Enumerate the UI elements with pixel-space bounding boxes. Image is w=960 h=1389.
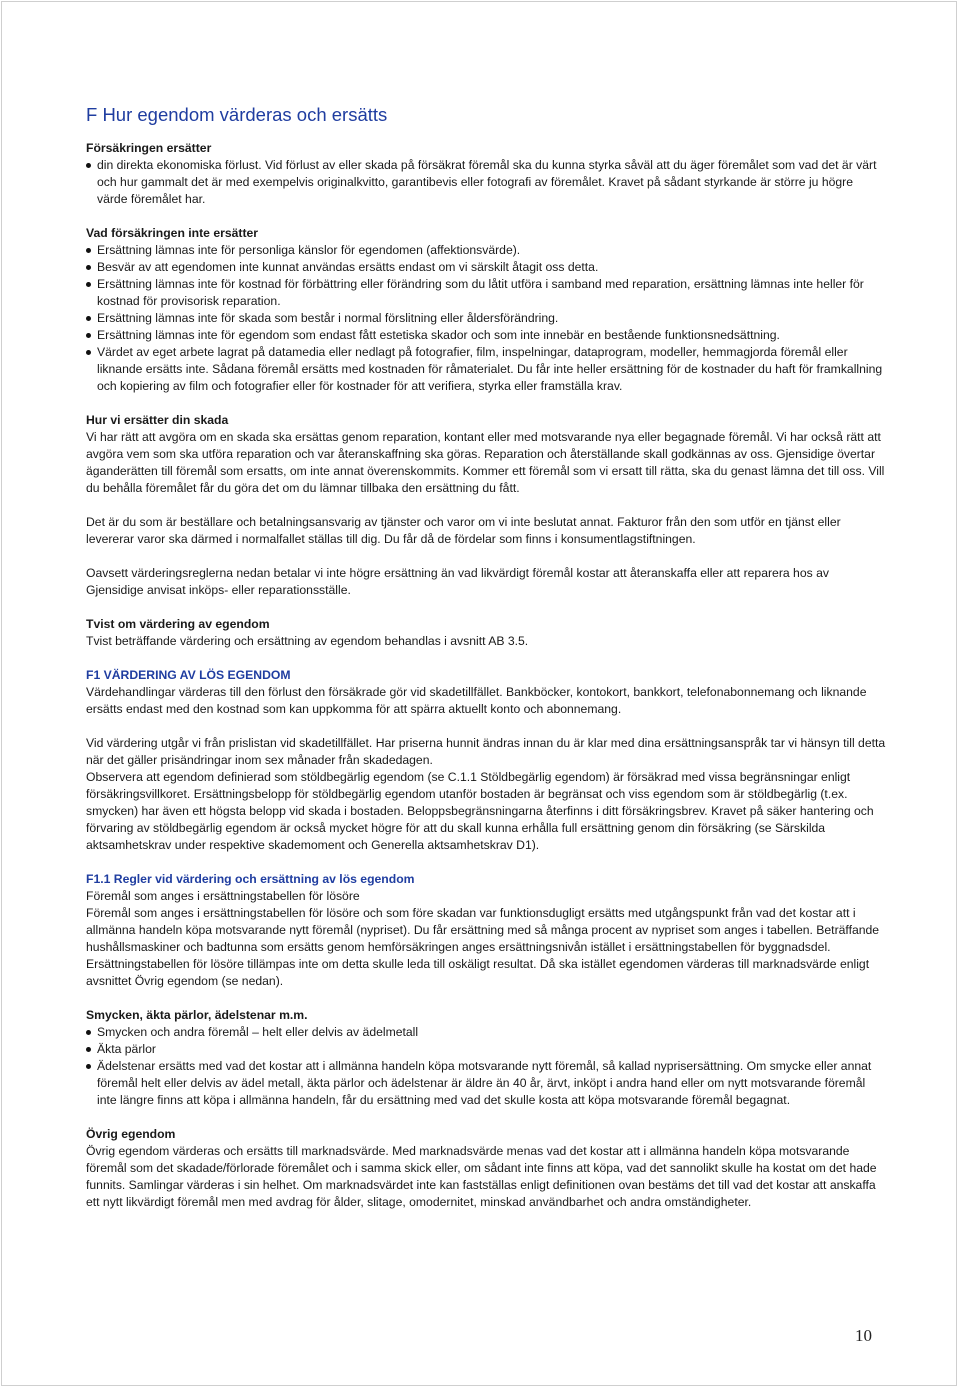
section-heading-inte-ersatter: Vad försäkringen inte ersätter [86, 226, 259, 240]
list-item: Ersättning lämnas inte för personliga känslor för egendomen (affektionsvärde). [86, 242, 886, 259]
list-item: Ädelstenar ersätts med vad det kostar att i allmänna handeln köpa motsvarande nytt föremål, så kallad nyprisersättning. Om smycke eller annat föremål helt eller delvis av ädel metall, äkta pärlor och ädelstenar är äldre än 40 år, ärvt, inköpt i andra hand eller om nytt motsvarande föremål inte längre finns att köpa i allmänna handeln, får du ersättning med vad det skulle kosta att köpa motsvarande föremål begagnat. [86, 1058, 886, 1109]
paragraph: Det är du som är beställare och betalningsansvarig av tjänster och varor om vi inte beslutat annat. Fakturor från den som utför en tjänst eller levererar varor ska därmed i normalfallet ställas till dig. Du får då de fördelar som finns i konsumentlagstiftningen. [86, 515, 841, 546]
list-item: Äkta pärlor [86, 1041, 886, 1058]
paragraph: Värdehandlingar värderas till den förlust den försäkrade gör vid skadetillfället. Bankböcker, kontokort, bankkort, telefonabonnemang och liknande ersätts endast med den kostnad som kan uppkomma för att spärra aktuellt konto och abonnemang. [86, 685, 867, 716]
section-heading-ovrig-egendom: Övrig egendom [86, 1127, 176, 1141]
list-item: Värdet av eget arbete lagrat på datamedia eller nedlagt på fotografier, film, inspelningar, dataprogram, modeller, hemmagjorda föremål eller liknande ersätts inte. Sådana föremål ersätts med kostnaden för råmaterialet. Du får inte heller ersättning för de kostnader du haft för framkallning och kopiering av film och fotografier eller för kostnader för att verifiera, styrka eller framställa krav. [86, 344, 886, 395]
paragraph: Oavsett värderingsreglerna nedan betalar vi inte högre ersättning än vad likvärdigt föremål kostar att återanskaffa eller att reparera hos av Gjensidige anvisat inköps- eller reparationsställe. [86, 566, 829, 597]
section-heading-smycken: Smycken, äkta pärlor, ädelstenar m.m. [86, 1008, 308, 1022]
paragraph: Föremål som anges i ersättningstabellen för lösöre [86, 889, 360, 903]
paragraph: Tvist beträffande värdering och ersättning av egendom behandlas i avsnitt AB 3.5. [86, 634, 529, 648]
paragraph: Vid värdering utgår vi från prislistan vid skadetillfället. Har priserna hunnit ändras innan du är klar med dina ersättningsanspråk tar vi hänsyn till detta när det gäller prisändringar inom sex månader från skadedagen. [86, 736, 886, 767]
bullet-list [86, 157, 886, 208]
paragraph: Vi har rätt att avgöra om en skada ska ersättas genom reparation, kontant eller med motsvarande nya eller begagnade föremål. Vi har också rätt att avgöra vem som ska utföra reparation och var återanskaffning ska göras. Reparation och återställande skall godkännas av oss. Gjensidige övertar äganderätten till föremål som ersatts, om inte annat överenskommits. Kommer ett föremål som vi ersatt till rätta, ska du genast lämna det till oss. Vill du behålla föremålet får du göra det om du lämnar tillbaka den ersättning du fått. [86, 430, 885, 495]
paragraph: Observera att egendom definierad som stöldbegärlig egendom (se C.1.1 Stöldbegärlig egendom) är försäkrad med vissa begränsningar enligt försäkringsvillkoret. Ersättningsbelopp för stöldbegärlig egendom utanför bostaden är begränsat och viss egendom som är stöldbegärlig (t.ex. smycken) har även ett högsta belopp vid skada i bostaden. Beloppsbegränsningarna återfinns i ditt försäkringsbrev. Kravet på säker hantering och förvaring av stöldbegärlig egendom är också mycket högre för att du skall kunna erhålla full ersättning genom din försäkring (se Särskilda aktsamhetskrav under respektive skademoment och Generella aktsamhetskrav D1). [86, 770, 874, 852]
section-heading-f1: F1 VÄRDERING AV LÖS EGENDOM [86, 668, 291, 682]
list-item: din direkta ekonomiska förlust. Vid förlust av eller skada på försäkrat föremål ska du kunna styrka såväl att du äger föremålet som vad det är värt och hur gammalt det är med exempelvis originalkvitto, garantibevis eller fotografi av föremålet. Kravet på sådant styrkande är större ju högre värde föremålet har. [86, 157, 886, 208]
list-item: Besvär av att egendomen inte kunnat användas ersätts endast om vi särskilt åtagit oss detta. [86, 259, 886, 276]
section-heading-hur-vi-ersatter: Hur vi ersätter din skada [86, 413, 229, 427]
list-item: Ersättning lämnas inte för kostnad för förbättring eller förändring som du låtit utföra i samband med reparation, ersättning lämnas inte heller för kostnad för provisorisk reparation. [86, 276, 886, 310]
list-item: Smycken och andra föremål – helt eller delvis av ädelmetall [86, 1024, 886, 1041]
list-item: Ersättning lämnas inte för egendom som endast fått estetiska skador och som inte innebär en bestående funktionsnedsättning. [86, 327, 886, 344]
paragraph: Föremål som anges i ersättningstabellen för lösöre och som före skadan var funktionsdugligt ersätts med utgångspunkt från vad det kostar att i allmänna handeln köpa motsvarande nytt föremål (nypriset). Du får ersättning med så många procent av nypriset som anges i tabellen. Beträffande hushållsmaskiner och badtunna som ersätts genom hemförsäkringen anges ersättningsnivån istället i ersättningstabellen för byggnadsdel. Ersättningstabellen för lösöre tillämpas inte om detta skulle leda till oskäligt resultat. Då ska istället egendomen värderas till marknadsvärde enligt avsnittet Övrig egendom (se nedan). [86, 906, 880, 988]
section-heading-f1-1: F1.1 Regler vid värdering och ersättning av lös egendom [86, 872, 415, 886]
bullet-list [86, 242, 886, 395]
paragraph: Övrig egendom värderas och ersätts till marknadsvärde. Med marknadsvärde menas vad det kostar att i allmänna handeln köpa motsvarande föremål som det skadade/förlorade föremålet och i samma skick eller, om sådant inte finns att köpa, vad det sannolikt skulle ha kostat om det hade funnits. Samlingar värderas i sin helhet. Om marknadsvärdet inte kan fastställas enligt definitionen ovan bestäms det till vad det kostar att anskaffa ett nytt likvärdigt föremål men med avdrag för ålder, slitage, omodernitet, minskad användbarhet och andra omständigheter. [86, 1144, 877, 1209]
list-item: Ersättning lämnas inte för skada som består i normal förslitning eller åldersförändring. [86, 310, 886, 327]
page-number: 10 [855, 1326, 872, 1345]
page-title: F Hur egendom värderas och ersätts [86, 104, 388, 125]
document-body [86, 104, 886, 1211]
bullet-list [86, 1024, 886, 1109]
section-heading-tvist: Tvist om värdering av egendom [86, 617, 270, 631]
section-heading-forsakringen-ersatter: Försäkringen ersätter [86, 141, 212, 155]
